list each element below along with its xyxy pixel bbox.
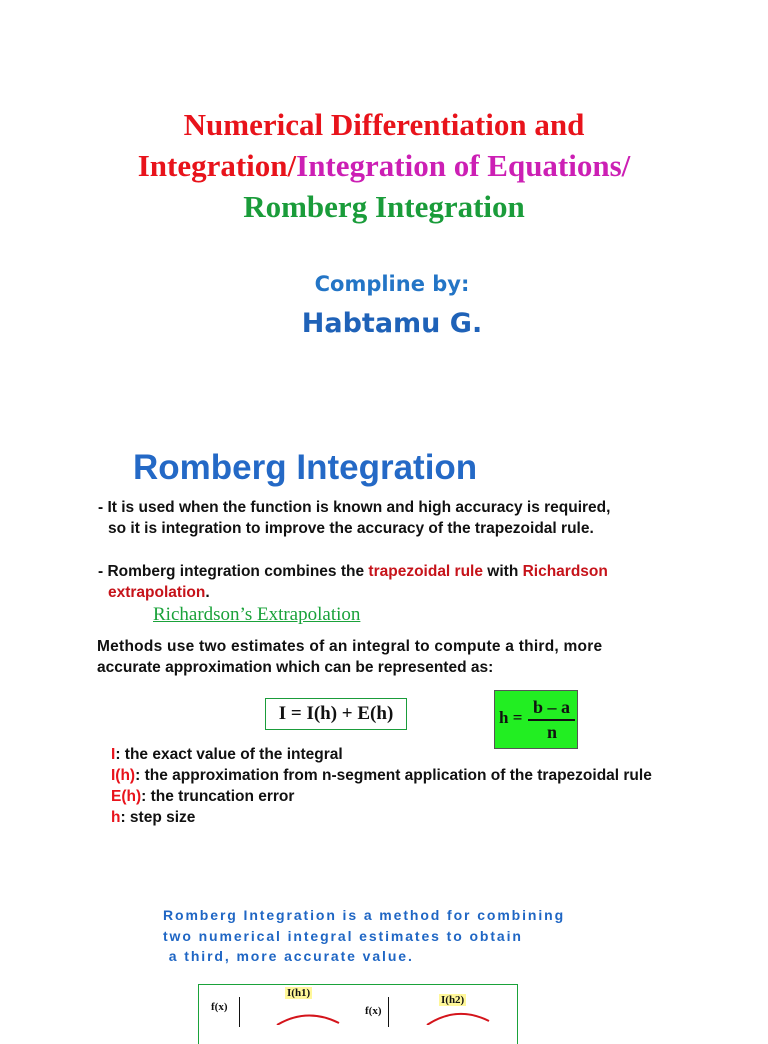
section-title: Romberg Integration bbox=[133, 448, 478, 487]
author-name: Habtamu G. bbox=[301, 308, 483, 339]
bullet-2-mid: with bbox=[482, 563, 523, 580]
step-size-lhs: h = bbox=[499, 708, 523, 727]
title-line-3: Romberg Integration bbox=[243, 189, 525, 224]
y-axis-2 bbox=[388, 997, 389, 1027]
document-title bbox=[0, 104, 768, 227]
trapezoid-figure bbox=[198, 984, 518, 1044]
bullet-1-line-1: - It is used when the function is known and high accuracy is required, bbox=[98, 499, 611, 516]
fx-label-2: f(x) bbox=[365, 1005, 382, 1017]
definition-step-size: h: step size bbox=[111, 809, 196, 826]
step-size-formula-box bbox=[494, 690, 578, 749]
richardson-subheading: Richardson’s Extrapolation bbox=[153, 604, 361, 625]
term-richardson: Richardson bbox=[522, 563, 608, 580]
term-extrapolation: extrapolation bbox=[108, 584, 206, 601]
fx-label-1: f(x) bbox=[211, 1001, 228, 1013]
bullet-2-prefix: - Romberg integration combines the bbox=[98, 563, 369, 580]
bullet-2-line-1 bbox=[98, 561, 608, 582]
summary-line-2: two numerical integral estimates to obtain bbox=[163, 928, 523, 944]
title-line-2 bbox=[0, 145, 768, 186]
bullet-1-line-2: so it is integration to improve the accuracy of the trapezoidal rule. bbox=[108, 520, 594, 537]
definition-truncation-error: E(h): the truncation error bbox=[111, 788, 295, 805]
y-axis-1 bbox=[239, 997, 240, 1027]
main-equation: I = I(h) + E(h) bbox=[278, 703, 394, 724]
methods-line-2: accurate approximation which can be represented as: bbox=[97, 659, 494, 676]
integral-estimate-label-1: I(h1) bbox=[287, 987, 311, 999]
title-line-2-part-1: Integration/ bbox=[137, 148, 297, 183]
integral-estimate-label-2: I(h2) bbox=[441, 994, 465, 1006]
step-size-denominator: n bbox=[547, 722, 558, 742]
bullet-2-end: . bbox=[205, 584, 210, 601]
fraction-bar bbox=[528, 719, 575, 721]
step-size-numerator: b – a bbox=[533, 697, 571, 717]
summary-line-3: a third, more accurate value. bbox=[163, 948, 414, 964]
definition-approximation: I(h): the approximation from n-segment application of the trapezoidal rule bbox=[111, 767, 652, 784]
title-line-1: Numerical Differentiation and bbox=[183, 107, 585, 142]
methods-line-1: Methods use two estimates of an integral to compute a third, more bbox=[97, 638, 603, 655]
bullet-2-line-2 bbox=[108, 582, 210, 603]
author-label: Compline by: bbox=[314, 272, 470, 296]
definition-exact-value: I: the exact value of the integral bbox=[111, 746, 343, 763]
curve-graphic bbox=[199, 985, 519, 1025]
summary-line-1: Romberg Integration is a method for combining bbox=[163, 907, 566, 923]
title-line-2-part-2: Integration of Equations/ bbox=[296, 148, 631, 183]
term-trapezoidal-rule: trapezoidal rule bbox=[368, 563, 483, 580]
main-equation-box bbox=[265, 698, 407, 730]
